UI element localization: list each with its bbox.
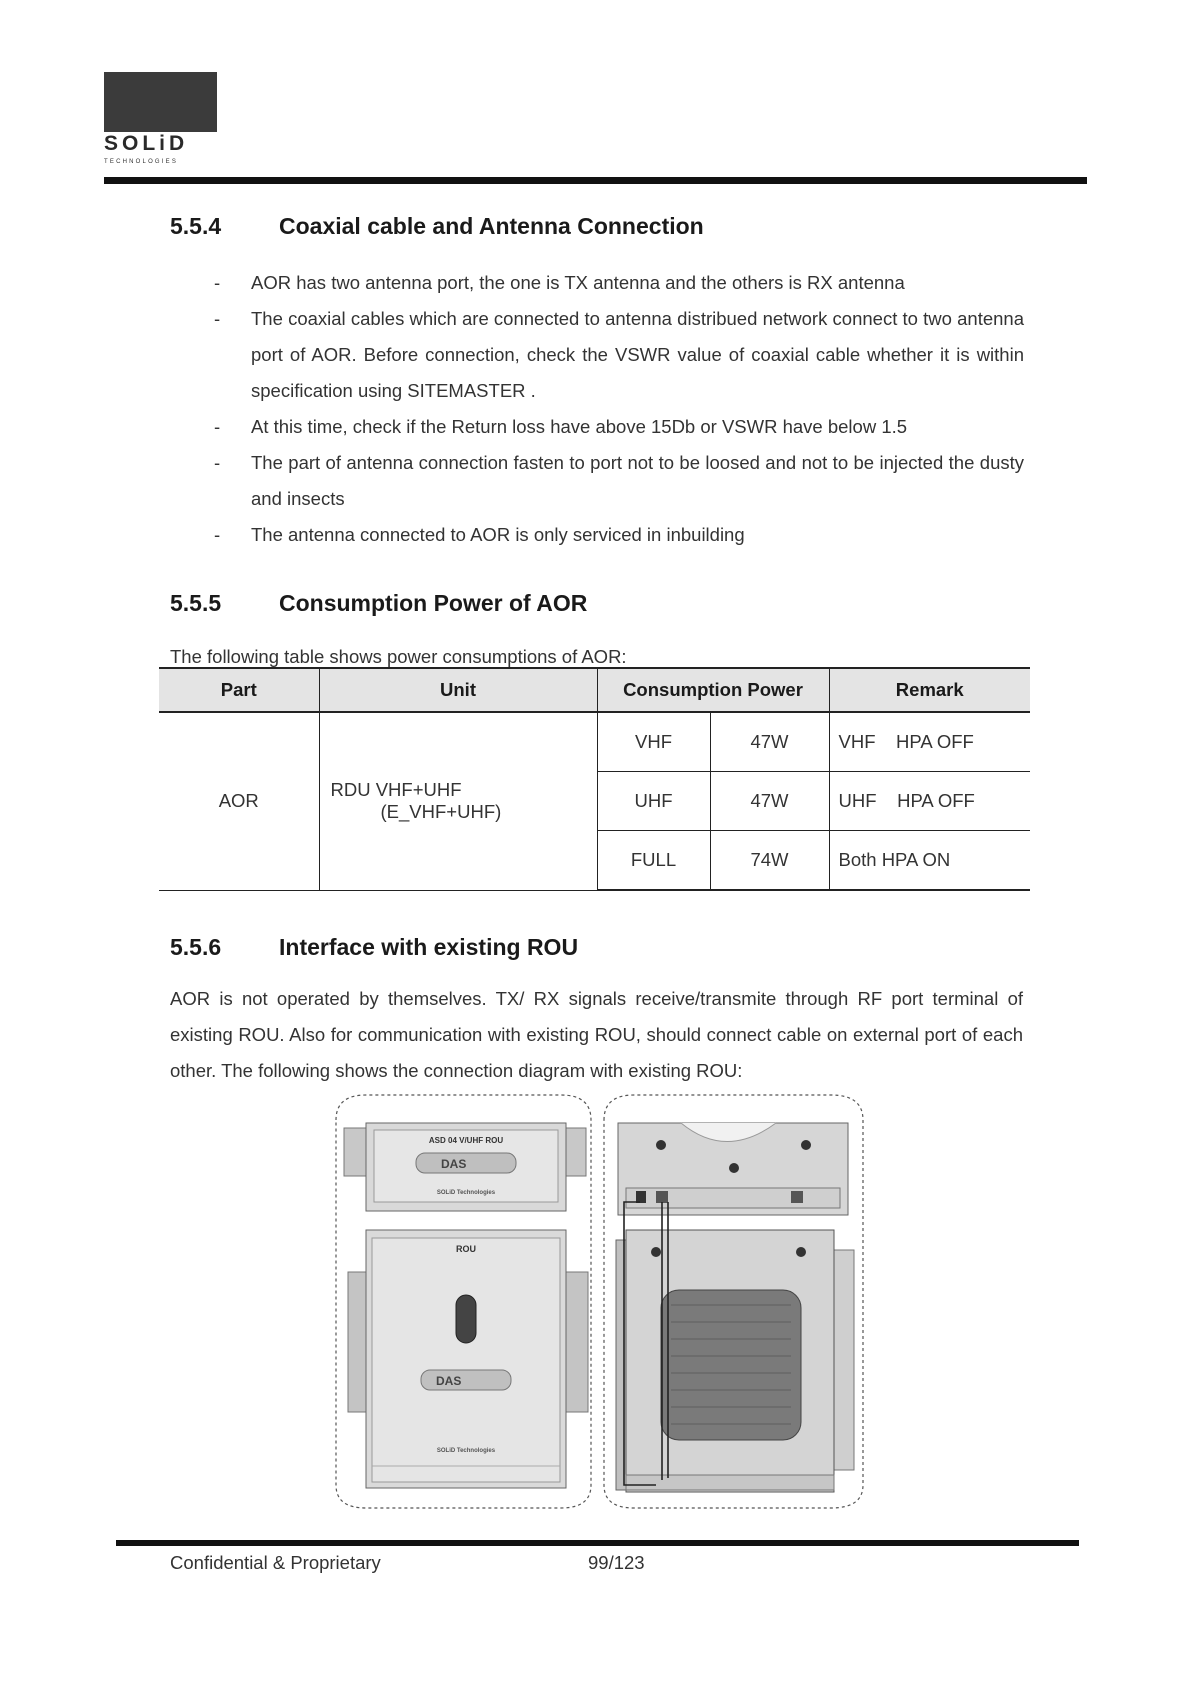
list-item: - AOR has two antenna port, the one is TX antenna and the others is RX antenna	[214, 272, 905, 293]
section-title: Coaxial cable and Antenna Connection	[279, 213, 704, 239]
rou-label: ROU	[456, 1244, 476, 1254]
section-number: 5.5.4	[170, 213, 222, 239]
cell-power: 47W	[710, 772, 829, 831]
list-item: - The part of antenna connection fasten to port not to be loosed and not to be injected the dusty and insects	[214, 452, 1024, 509]
col-header-remark: Remark	[829, 668, 1030, 712]
cell-band: UHF	[597, 772, 710, 831]
connection-diagram	[326, 1090, 871, 1513]
rou-unit-front	[348, 1230, 588, 1488]
table-header-row	[159, 668, 1030, 712]
footer-rule	[116, 1540, 1079, 1546]
cell-power: 74W	[710, 831, 829, 891]
section-title: Interface with existing ROU	[279, 934, 579, 960]
section-number: 5.5.5	[170, 590, 222, 616]
cell-unit	[319, 712, 597, 890]
cell-band: FULL	[597, 831, 710, 891]
table-intro: The following table shows power consumptions of AOR:	[170, 646, 627, 667]
section-number: 5.5.6	[170, 934, 222, 960]
page-number: 99/123	[588, 1552, 645, 1573]
aor-unit-front	[344, 1123, 586, 1211]
logo-subtext: TECHNOLOGIES	[104, 159, 179, 165]
col-header-consumption: Consumption Power	[597, 668, 829, 712]
power-table	[159, 667, 1030, 891]
list-item: - At this time, check if the Return loss have above 15Db or VSWR have below 1.5	[214, 416, 908, 437]
section-title: Consumption Power of AOR	[279, 590, 588, 616]
list-item: - The antenna connected to AOR is only serviced in inbuilding	[214, 524, 745, 545]
cell-power: 47W	[710, 712, 829, 772]
bullet-list	[214, 265, 1024, 553]
das-text-rou: DAS	[436, 1374, 462, 1388]
unit-line-2: (E_VHF+UHF)	[380, 801, 502, 823]
heat-sink	[661, 1290, 801, 1440]
rou-unit-rear	[616, 1230, 854, 1492]
footer-confidential: Confidential & Proprietary	[170, 1552, 381, 1573]
header-rule	[104, 177, 1087, 184]
aor-label: ASD 04 V/UHF ROU	[428, 1136, 504, 1145]
das-text: DAS	[441, 1157, 467, 1171]
table-row	[159, 712, 1030, 772]
cell-remark: Both HPA ON	[829, 831, 1030, 891]
unit-line-1: RDU VHF+UHF	[330, 779, 462, 801]
status-led	[456, 1295, 476, 1343]
cell-remark: VHF HPA OFF	[829, 712, 1030, 772]
col-header-part: Part	[159, 668, 319, 712]
logo-block	[104, 72, 217, 132]
logo-text: SOLiD	[104, 132, 189, 155]
section-paragraph: AOR is not operated by themselves. TX/ RX signals receive/transmite through RF port terminal of existing ROU. Also for communication with existing ROU, should connect cable on external port of each other. The following shows the connection diagram with existing ROU:	[170, 988, 1023, 1081]
cell-remark: UHF HPA OFF	[829, 772, 1030, 831]
aor-unit-rear	[618, 1123, 848, 1215]
brand-text-rou: SOLiD Technologies	[436, 1448, 496, 1454]
cell-band: VHF	[597, 712, 710, 772]
cell-part: AOR	[159, 712, 319, 890]
col-header-unit: Unit	[319, 668, 597, 712]
brand-text: SOLiD Technologies	[436, 1190, 496, 1196]
list-item: - The coaxial cables which are connected to antenna distribued network connect to two antenna port of AOR. Before connection, check the VSWR value of coaxial cable whether it is within specification using SITEMASTER .	[214, 308, 1024, 401]
